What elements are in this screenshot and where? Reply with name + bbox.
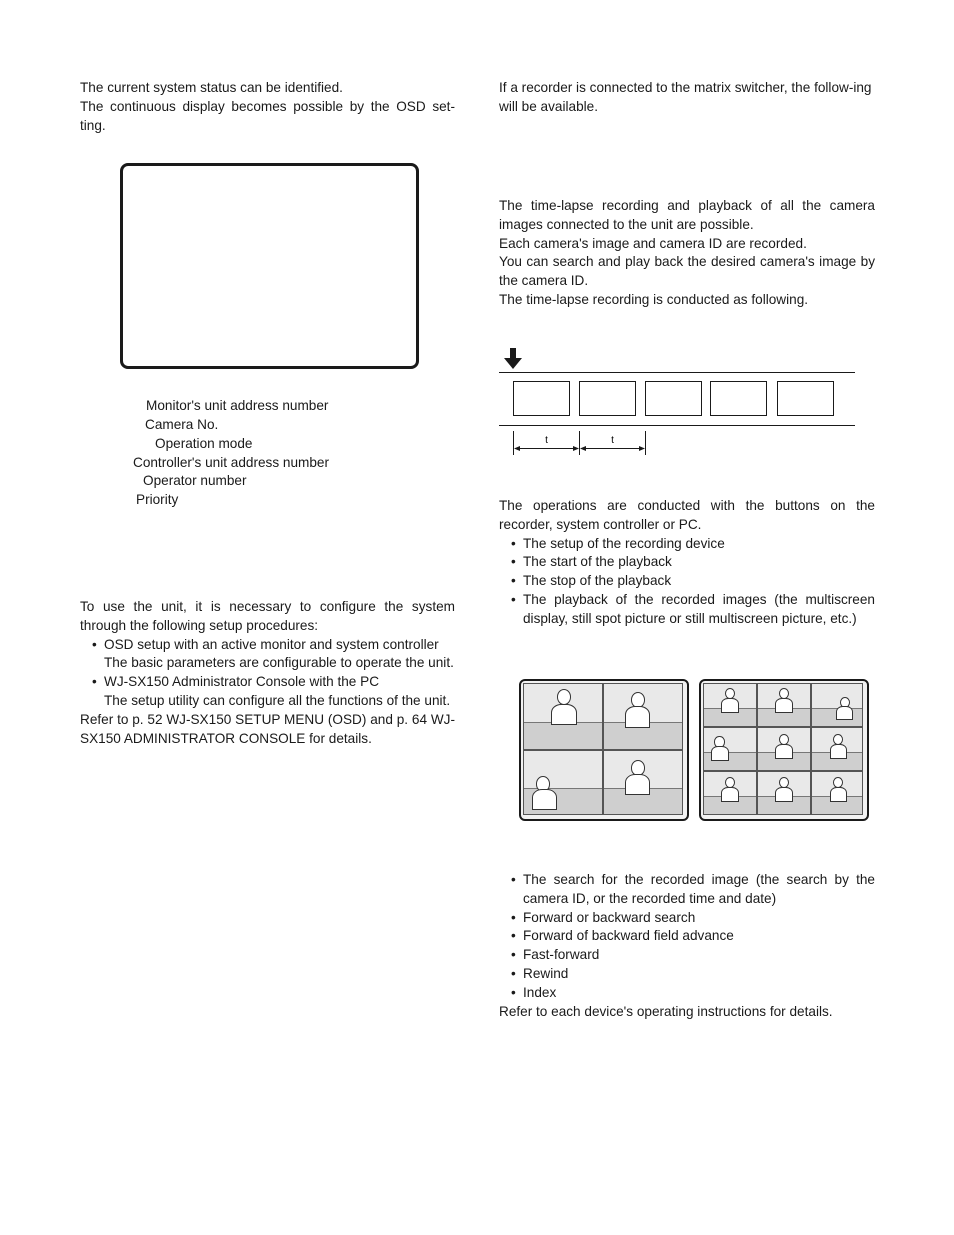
setup-item-console-desc: The setup utility can configure all the functions of the unit. — [104, 692, 451, 708]
legend-operator-number: Operator number — [143, 473, 247, 488]
status-intro-line-1: The current system status can be identified. — [80, 80, 343, 95]
timelapse-section — [499, 197, 875, 310]
search-item: • Fast-forward — [499, 946, 875, 965]
nine-cell — [757, 771, 811, 815]
nine-screen-image — [699, 679, 869, 821]
status-intro — [80, 79, 455, 135]
search-section — [499, 871, 875, 1021]
nine-cell — [811, 771, 863, 815]
setup-item-console-title: WJ-SX150 Administrator Console with the PC — [104, 674, 380, 690]
quad-cell — [523, 683, 603, 750]
search-item: • Index — [499, 984, 875, 1003]
nine-cell — [703, 771, 757, 815]
search-item: • Forward of backward field advance — [499, 927, 875, 946]
operations-intro: The operations are conducted with the buttons on the recorder, system controller or PC. — [499, 498, 875, 532]
legend-camera-no: Camera No. — [145, 417, 219, 432]
interval-label-1: t — [545, 435, 548, 446]
setup-item-console — [80, 673, 455, 692]
frame-box-5 — [778, 382, 834, 416]
setup-item-osd — [80, 636, 455, 655]
quad-cell — [603, 750, 683, 815]
timelapse-line-1: The time-lapse recording and playback of all the camera images connected to the unit are possible. — [499, 198, 875, 232]
legend-controller-address: Controller's unit address number — [133, 455, 330, 470]
monitor-screen-frame — [120, 163, 419, 369]
nine-cell — [757, 683, 811, 727]
quad-cell — [603, 683, 683, 750]
frame-box-3 — [646, 382, 702, 416]
operation-item: • The setup of the recording device — [499, 535, 875, 554]
legend-priority: Priority — [136, 492, 179, 507]
timelapse-line-3: You can search and play back the desired camera's image by the camera ID. — [499, 254, 875, 289]
frame-box-2 — [580, 382, 636, 416]
operation-item: • The playback of the recorded images (the multiscreen display, still spot picture or still multiscreen picture, etc.) — [499, 591, 875, 629]
recorder-intro: If a recorder is connected to the matrix switcher, the follow-ing will be available. — [499, 80, 872, 114]
quad-cell — [523, 750, 603, 815]
nine-cell — [811, 683, 863, 727]
quad-screen-image — [519, 679, 689, 821]
timelapse-diagram — [499, 343, 859, 458]
interval-arrow-1 — [514, 446, 579, 451]
device-refer: Refer to each device's operating instructions for details. — [499, 1003, 833, 1019]
operation-item: • The start of the playback — [499, 553, 875, 572]
nine-cell — [811, 727, 863, 771]
interval-arrow-2 — [580, 446, 645, 451]
setup-item-osd-desc: The basic parameters are configurable to operate the unit. — [104, 655, 454, 671]
setup-item-osd-title: OSD setup with an active monitor and system controller — [104, 636, 439, 652]
interval-label-2: t — [611, 435, 614, 446]
nine-cell — [703, 683, 757, 727]
nine-cell — [757, 727, 811, 771]
search-item: • Forward or backward search — [499, 909, 875, 928]
timelapse-line-2: Each camera's image and camera ID are recorded. — [499, 235, 807, 251]
setup-intro: To use the unit, it is necessary to configure the system through the following setup procedures: — [80, 599, 455, 633]
status-intro-line-2: The continuous display becomes possible by the OSD set-ting. — [80, 98, 455, 133]
frame-box-4 — [711, 382, 767, 416]
legend-monitor-address: Monitor's unit address number — [146, 398, 329, 413]
timelapse-line-4: The time-lapse recording is conducted as following. — [499, 291, 809, 307]
frame-box-1 — [514, 382, 570, 416]
legend-operation-mode: Operation mode — [155, 436, 253, 451]
operation-item: • The stop of the playback — [499, 572, 875, 591]
nine-cell — [703, 727, 757, 771]
operations-section — [499, 497, 875, 629]
start-arrow-icon — [504, 348, 522, 369]
search-item: • Rewind — [499, 965, 875, 984]
search-item: • The search for the recorded image (the search by the camera ID, or the recorded time and date) — [499, 871, 875, 909]
setup-refer: Refer to p. 52 WJ-SX150 SETUP MENU (OSD) and p. 64 WJ-SX150 ADMINISTRATOR CONSOLE for details. — [80, 711, 455, 746]
setup-section — [80, 598, 455, 748]
